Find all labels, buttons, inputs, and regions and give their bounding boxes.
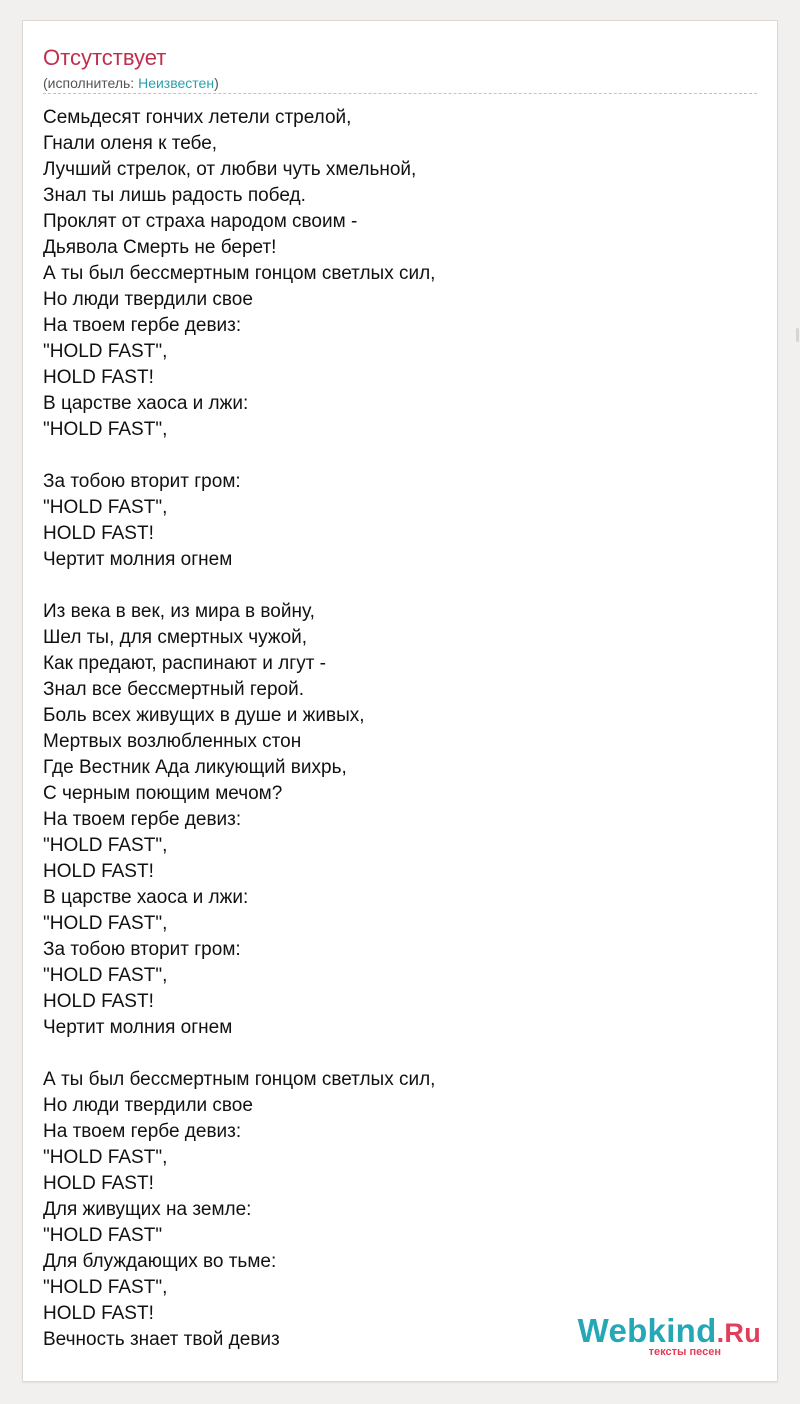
artist-line (43, 74, 219, 92)
lyric-line: Вечность знает твой девиз (43, 1329, 280, 1350)
lyric-line: Мертвых возлюбленных стон (43, 731, 302, 752)
lyric-line: Боль всех живущих в душе и живых, (43, 705, 365, 726)
lyrics-card (22, 20, 778, 1382)
lyric-line: HOLD FAST! (43, 1173, 154, 1194)
lyric-line: А ты был бессмертным гонцом светлых сил, (43, 263, 436, 284)
lyric-line: "HOLD FAST", (43, 1147, 168, 1168)
lyric-line: Знал ты лишь радость побед. (43, 185, 306, 206)
lyric-blank-line (43, 443, 743, 469)
lyric-line: "HOLD FAST", (43, 913, 168, 934)
lyric-line: С черным поющим мечом? (43, 783, 283, 804)
lyric-line: В царстве хаоса и лжи: (43, 887, 249, 908)
logo-tld: .Ru (716, 1318, 761, 1348)
lyric-line: За тобою вторит гром: (43, 471, 241, 492)
lyric-line: "HOLD FAST", (43, 497, 168, 518)
artist-suffix: ) (214, 75, 219, 91)
lyric-blank-line (43, 1041, 743, 1067)
lyric-line: "HOLD FAST", (43, 835, 168, 856)
lyric-line: HOLD FAST! (43, 1303, 154, 1324)
lyric-line: HOLD FAST! (43, 861, 154, 882)
song-title: Отсутствует (43, 45, 167, 70)
lyric-line: HOLD FAST! (43, 367, 154, 388)
lyric-line: Знал все бессмертный герой. (43, 679, 304, 700)
artist-prefix: (исполнитель: (43, 75, 139, 91)
logo-brand: Webkind (577, 1312, 717, 1349)
lyric-line: За тобою вторит гром: (43, 939, 241, 960)
lyric-line: Шел ты, для смертных чужой, (43, 627, 308, 648)
logo-tagline: тексты песен (648, 1346, 721, 1358)
lyric-line: Семьдесят гончих летели стрелой, (43, 107, 352, 128)
lyric-line: Проклят от страха народом своим - (43, 211, 358, 232)
lyric-blank-line (43, 573, 743, 599)
lyric-line: "HOLD FAST", (43, 965, 168, 986)
lyric-line: Чертит молния огнем (43, 1017, 233, 1038)
lyric-line: Для живущих на земле: (43, 1199, 252, 1220)
scrollbar-mark[interactable] (796, 328, 799, 342)
lyrics-text (43, 105, 743, 1353)
lyric-line: "HOLD FAST", (43, 1277, 168, 1298)
lyric-line: А ты был бессмертным гонцом светлых сил, (43, 1069, 436, 1090)
lyric-line: Но люди твердили свое (43, 1095, 253, 1116)
lyric-line: На твоем гербе девиз: (43, 809, 242, 830)
lyric-line: "HOLD FAST" (43, 1225, 163, 1246)
lyric-line: Но люди твердили свое (43, 289, 253, 310)
lyric-line: HOLD FAST! (43, 991, 154, 1012)
lyric-line: Чертит молния огнем (43, 549, 233, 570)
lyric-line: "HOLD FAST", (43, 419, 168, 440)
lyric-line: В царстве хаоса и лжи: (43, 393, 249, 414)
lyric-line: Как предают, распинают и лгут - (43, 653, 326, 674)
lyric-line: Где Вестник Ада ликующий вихрь, (43, 757, 347, 778)
lyric-line: На твоем гербе девиз: (43, 315, 242, 336)
lyric-line: На твоем гербе девиз: (43, 1121, 242, 1142)
lyric-line: HOLD FAST! (43, 523, 154, 544)
title-divider (43, 93, 757, 94)
lyric-line: "HOLD FAST", (43, 341, 168, 362)
webkind-logo[interactable] (567, 1313, 767, 1361)
lyric-line: Лучший стрелок, от любви чуть хмельной, (43, 159, 417, 180)
lyric-line: Для блуждающих во тьме: (43, 1251, 277, 1272)
lyric-line: Из века в век, из мира в войну, (43, 601, 315, 622)
lyric-line: Дьявола Смерть не берет! (43, 237, 277, 258)
artist-link[interactable]: Неизвестен (138, 75, 215, 91)
lyric-line: Гнали оленя к тебе, (43, 133, 218, 154)
